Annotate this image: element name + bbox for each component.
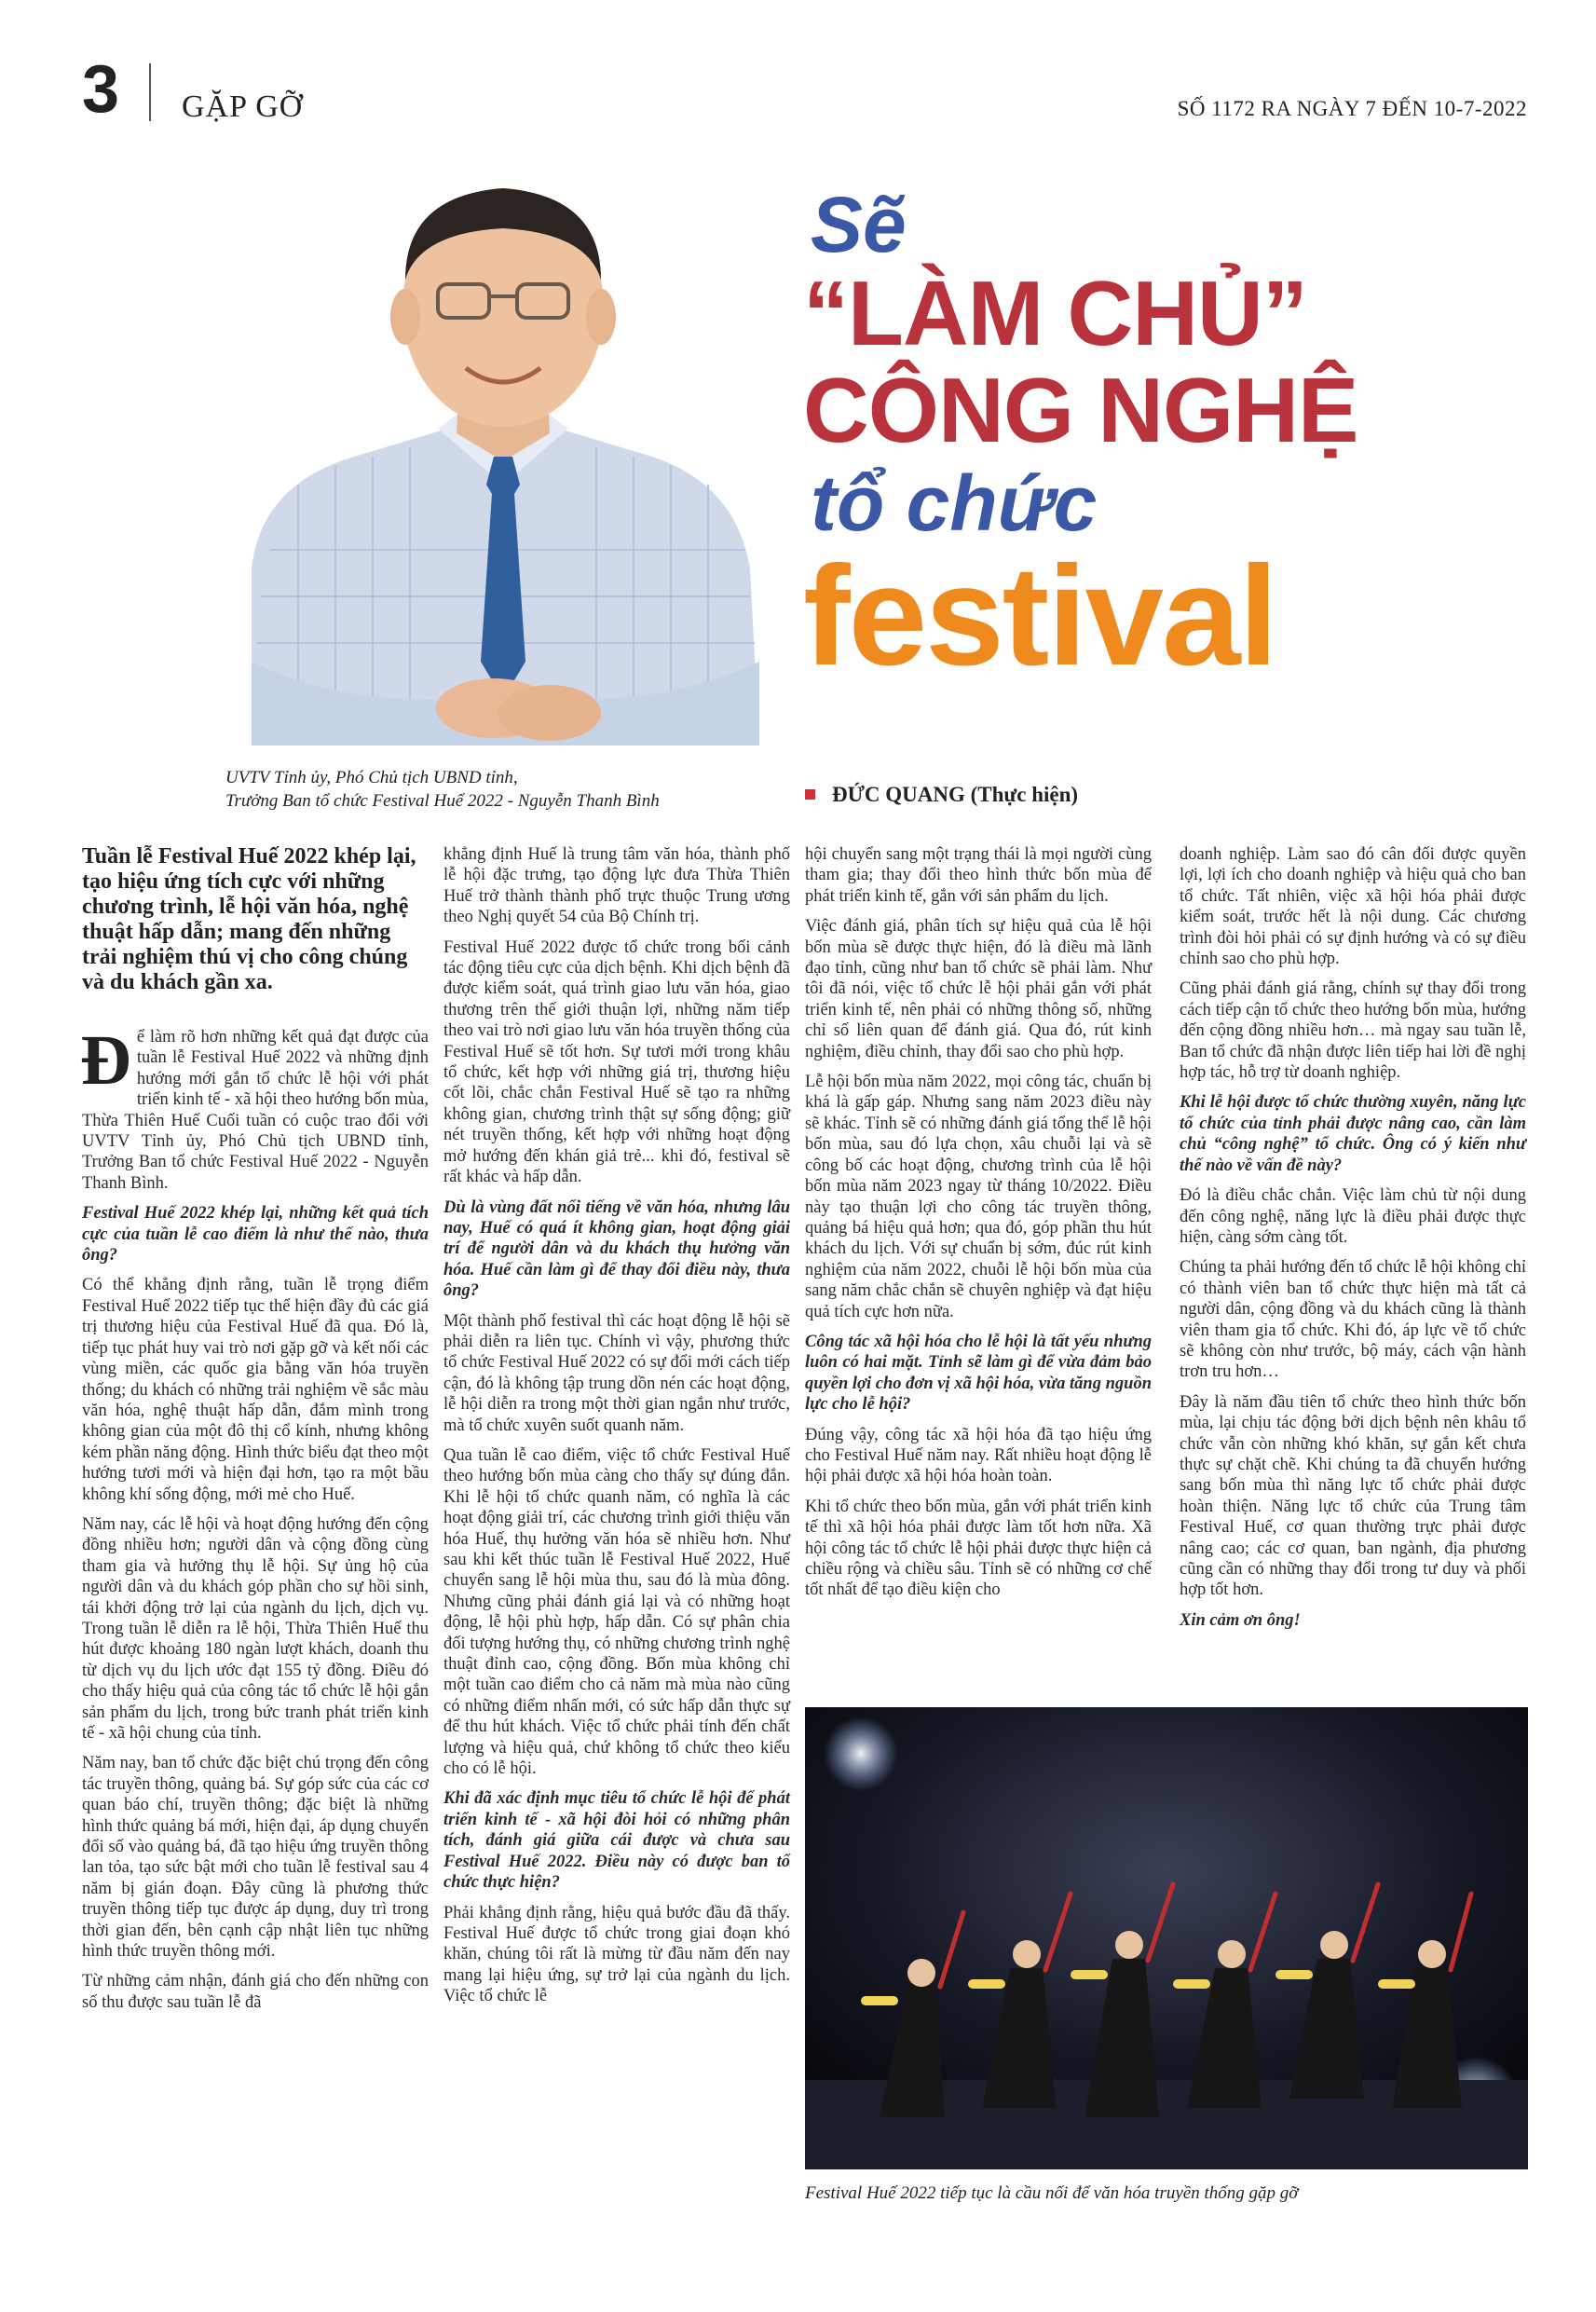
paragraph: Chúng ta phải hướng đến tổ chức lễ hội không chỉ có thành viên ban tổ chức thực hiện mà tất cả người dân, cộng đồng và du khách cũng là thành viên tham gia tổ chức. Khi đó, áp lực về tổ chức sẽ không còn như trước, bộ máy, cách vận hành trơn tru hơn… xyxy=(1180,1258,1526,1382)
dropcap: Đ xyxy=(80,1021,131,1100)
paragraph: Đúng vậy, công tác xã hội hóa đã tạo hiệu ứng cho Festival Huế năm nay. Rất nhiều hoạt động lễ hội phải được xã hội hóa hoàn toàn. xyxy=(805,1425,1152,1486)
paragraph: Từ những cảm nhận, đánh giá cho đến những con số thu được sau tuần lễ đã xyxy=(82,1972,429,2012)
question-2: Dù là vùng đất nổi tiếng về văn hóa, nhưng lâu nay, Huế có quá ít không gian, hoạt động giải trí để người dân và du khách thụ hưởng văn hóa. Huế cần làm gì để thay đổi điều này, thưa ông? xyxy=(443,1197,790,1301)
article-lead: Tuần lễ Festival Huế 2022 khép lại, tạo hiệu ứng tích cực với những chương trình, lễ hội văn hóa, nghệ thuật hấp dẫn; mang đến những trải nghiệm thú vị cho công chúng và du khách gần xa. xyxy=(82,844,416,994)
paragraph: Đó là điều chắc chắn. Việc làm chủ từ nội dung đến công nghệ, năng lực là điều phải được thực hiện, càng sớm càng tốt. xyxy=(1180,1186,1526,1247)
article-column-4 xyxy=(1180,844,1526,1640)
headline-line1: Sẽ xyxy=(811,181,907,268)
question-3: Khi đã xác định mục tiêu tổ chức lễ hội để phát triển kinh tế - xã hội đòi hỏi có những phân tích, đánh giá giữa cái được và chưa sau Festival Huế 2022. Điều này có được ban tổ chức thực hiện? xyxy=(443,1789,790,1893)
paragraph: Cũng phải đánh giá rằng, chính sự thay đổi trong cách tiếp cận tổ chức theo hướng bốn mùa, hướng đến cộng đồng nhiều hơn… mà ngay sau tuần lễ, Ban tổ chức đã nhận được liên tiếp hai lời đề nghị hợp tác, hỗ trợ từ doanh nghiệp. xyxy=(1180,979,1526,1083)
paragraph: Năm nay, các lễ hội và hoạt động hướng đến cộng đồng nhiều hơn; người dân và cộng đồng cùng tham gia và hưởng thụ lễ hội. Sự ủng hộ của người dân và du khách góp phần cho sự hồi sinh, tái khởi động trở lại của ngành du lịch, dịch vụ. Trong tuần lễ diễn ra lễ hội, Thừa Thiên Huế thu hút được khoảng 180 ngàn lượt khách, doanh thu từ dịch vụ du lịch ước đạt 155 tỷ đồng. Điều đó cho thấy hiệu quả của công tác tổ chức lễ hội gắn sản phẩm du lịch, trong bức tranh phát triển kinh tế - xã hội chung của tỉnh. xyxy=(82,1514,429,1743)
issue-info: SỐ 1172 RA NGÀY 7 ĐẾN 10-7-2022 xyxy=(1177,97,1527,120)
portrait-caption-line2: Trưởng Ban tổ chức Festival Huế 2022 - Nguyễn Thanh Bình xyxy=(225,791,660,811)
paragraph: Festival Huế 2022 được tổ chức trong bối cảnh tác động tiêu cực của dịch bệnh. Khi dịch bệnh đã được kiểm soát, quá trình giao lưu văn hóa, giao thương trên thế giới thuận lợi, những năm tiếp theo vai trò nơi giao lưu văn hóa truyền thống của Festival Huế sẽ tốt hơn. Sự tươi mới trong khâu tổ chức, kết hợp với những giá trị, thương hiệu cốt lõi, chắc chắn Festival Huế sẽ tạo ra những không gian, chương trình thật sự sống động; giữ nét truyền thống, kết hợp với những hoạt động mở hướng đến khán giả trẻ... khi đó, festival sẽ rất khác và hấp dẫn. xyxy=(443,937,790,1187)
paragraph: doanh nghiệp. Làm sao đó cân đối được quyền lợi, lợi ích cho doanh nghiệp và hiệu quả cho ban tổ chức. Tất nhiên, việc xã hội hóa phải được kiểm soát, trước hết là nội dung. Các chương trình đòi hỏi phải có sự định hướng và có sự điều chỉnh sao cho phù hợp. xyxy=(1180,845,1526,969)
portrait-caption xyxy=(225,766,747,813)
article-column-1 xyxy=(82,844,429,2022)
portrait-caption-line1: UVTV Tỉnh ủy, Phó Chủ tịch UBND tỉnh, xyxy=(225,768,518,787)
intro-text: ể làm rõ hơn những kết quả đạt được của tuần lễ Festival Huế 2022 và những định hướng mới gắn tổ chức lễ hội với phát triển kinh tế - xã hội theo hướng bốn mùa, Thừa Thiên Huế Cuối tuần có cuộc trao đổi với UVTV Tỉnh ủy, Phó Chủ tịch UBND tỉnh, Trưởng Ban tổ chức Festival Huế 2022 - Nguyễn Thanh Bình. xyxy=(82,1028,429,1193)
section-title: GẶP GỠ xyxy=(182,89,304,124)
paragraph: Khi tổ chức theo bốn mùa, gắn với phát triển kinh tế thì xã hội hóa phải được làm tốt hơn nữa. Xã hội công tác tổ chức lễ hội phải được thực hiện cả chiều rộng và chiều sâu. Tỉnh sẽ có những cơ chế tốt nhất để tạo điều kiện cho xyxy=(805,1497,1152,1600)
article-column-3 xyxy=(805,844,1152,1610)
paragraph: Một thành phố festival thì các hoạt động lễ hội sẽ phải diễn ra liên tục. Chính vì vậy, phương thức tổ chức Festival Huế 2022 có sự đổi mới cách tiếp cận, đó là không tập trung dồn nén các hoạt động, lễ hội diễn ra trong một thời gian ngắn như trước, mà tổ chức xuyên suốt quanh năm. xyxy=(443,1311,791,1435)
paragraph: Việc đánh giá, phân tích sự hiệu quả của lễ hội bốn mùa sẽ được thực hiện, đó là điều mà lãnh đạo tỉnh, cũng như ban tổ chức sẽ phải làm. Như tôi đã nói, việc tổ chức lễ hội phải gắn với phát triển kinh tế, nên phải có những thông số, những chỉ số liên quan để đánh giá. Qua đó, rút kinh nghiệm, điều chỉnh, thay đổi sao cho phù hợp. xyxy=(805,917,1152,1061)
byline xyxy=(805,783,1078,807)
headline-line5: festival xyxy=(803,537,1276,695)
paragraph: khẳng định Huế là trung tâm văn hóa, thành phố lễ hội đặc trưng, tạo động lực đưa Thừa Thiên Huế trở thành thành phố trực thuộc Trung ương theo Nghị quyết 54 của Bộ Chính trị. xyxy=(443,845,790,927)
paragraph: Năm nay, ban tổ chức đặc biệt chú trọng đến công tác truyền thông, quảng bá. Sự góp sức của các cơ quan báo chí, truyền thông; đặc biệt là những hình thức quảng bá mới, hiện đại, áp dụng chuyển đổi số vào quảng bá, đã tạo hiệu ứng truyền thông lan tỏa, tạo sức bật mới cho tuần lễ festival sau 4 năm bị gián đoạn. Đây cũng là phương thức truyền thông tiếp tục được áp dụng, duy trì trong thời gian đến, bên cạnh cập nhật liên tục những hình thức truyền thông mới. xyxy=(82,1754,429,1962)
paragraph: Có thể khẳng định rằng, tuần lễ trọng điểm Festival Huế 2022 tiếp tục thể hiện đầy đủ các giá trị thương hiệu của Festival Huế đã qua. Đó là, tiếp tục phát huy vai trò nơi gặp gỡ và kết nối các vùng miền, các quốc gia bằng văn hóa truyền thống; du khách có những trải nghiệm về sắc màu văn hóa, nghệ thuật hấp dẫn, đắm mình trong không gian của một đô thị cổ kính, nhưng không kém phần năng động. Hình thức biểu đạt theo một hướng tươi mới và hiện đại hơn, tạo ra một bầu không khí sống động, mới mẻ cho Huế. xyxy=(82,1276,429,1504)
article-intro xyxy=(80,1021,429,1194)
paragraph: hội chuyển sang một trạng thái là mọi người cùng tham gia; thay đổi theo hình thức bốn mùa để phát triển kinh tế, gắn với sản phẩm du lịch. xyxy=(805,845,1152,906)
headline-line3: CÔNG NGHỆ xyxy=(803,359,1358,461)
byline-text: ĐỨC QUANG (Thực hiện) xyxy=(832,783,1079,806)
paragraph: Đây là năm đầu tiên tổ chức theo hình thức bốn mùa, lại chịu tác động bởi dịch bệnh nên khâu tổ chức vẫn còn những khó khăn, sự gắn kết chưa thực sự chặt chẽ. Khi chúng ta đã chuyển hướng sang bốn mùa thì năng lực tổ chức phải được hoàn thiện. Năng lực tổ chức của Trung tâm Festival Huế, cơ quan thường trực phải được nâng cao; các cơ quan, ban ngành, địa phương cũng cần có những thay đổi trong tư duy và phối hợp tốt hơn. xyxy=(1180,1392,1526,1600)
header-divider xyxy=(149,63,151,121)
portrait-photo xyxy=(214,177,792,746)
paragraph: Phải khẳng định rằng, hiệu quả bước đầu đã thấy. Festival Huế được tổ chức trong giai đoạn khó khăn, chúng tôi rất là mừng từ đầu năm đến nay mang lại hiệu ứng, sự trở lại của ngành du lịch. Việc tổ chức lễ xyxy=(443,1903,790,2006)
headline-line2: “LÀM CHỦ” xyxy=(803,262,1307,364)
paragraph: Lễ hội bốn mùa năm 2022, mọi công tác, chuẩn bị khá là gấp gáp. Nhưng sang năm 2023 điều này sẽ khác. Tỉnh sẽ có những đánh giá tổng thể lễ hội bốn mùa, sau đó lựa chọn, xâu chuỗi lại và sẽ công bố các hoạt động, chương trình của lễ hội bốn mùa năm 2023 ngay từ tháng 10/2022. Điều này tạo thuận lợi cho công tác truyền thông, quảng bá hiệu quả hơn; qua đó, góp phần thu hút khách du lịch. Với sự chuẩn bị sớm, đúc rút kinh nghiệm của năm 2022, chuỗi lễ hội bốn mùa của sang năm chắc chắn sẽ chuyên nghiệp và đạt hiệu quả tích cực hơn nữa. xyxy=(805,1073,1152,1321)
article-column-2 xyxy=(443,844,790,2017)
question-5: Khi lễ hội được tổ chức thường xuyên, năng lực tổ chức của tỉnh phải được nâng cao, cần làm chủ “công nghệ” tổ chức. Ông có ý kiến như thế nào về vấn đề này? xyxy=(1180,1093,1526,1175)
festival-photo xyxy=(805,1707,1528,2169)
headline xyxy=(803,181,1455,695)
byline-marker-icon xyxy=(805,789,815,800)
paragraph: Qua tuần lễ cao điểm, việc tổ chức Festival Huế theo hướng bốn mùa càng cho thấy sự đúng đắn. Khi lễ hội tổ chức quanh năm, có nghĩa là các hoạt động giải trí, các chương trình giới thiệu văn hóa Huế, thụ hưởng văn hóa sẽ nhiều hơn. Như sau khi kết thúc tuần lễ Festival Huế 2022, Huế chuyển sang lễ hội mùa thu, sau đó là mùa đông. Nhưng cũng phải đánh giá lại và có những hoạt động, lễ hội phù hợp, hấp dẫn. Có sự phân chia đối tượng hướng thụ, có những chương trình nghệ thuật đỉnh cao, cộng đồng. Bốn mùa không chỉ một tuần cao điểm cho cả năm mà mùa nào cũng có những điểm nhấn mới, có sức hấp dẫn thực sự để thu hút khách. Việc tổ chức phải tính đến chất lượng và hiệu quả, chứ không tổ chức theo kiểu cho có lễ hội. xyxy=(443,1445,790,1779)
question-4: Công tác xã hội hóa cho lễ hội là tất yếu nhưng luôn có hai mặt. Tỉnh sẽ làm gì để vừa đảm bảo quyền lợi cho đơn vị xã hội hóa, vừa tăng nguồn lực cho lễ hội? xyxy=(805,1332,1152,1415)
page-number: 3 xyxy=(82,52,120,127)
photo-caption: Festival Huế 2022 tiếp tục là cầu nối để văn hóa truyền thống gặp gỡ xyxy=(805,2183,1299,2203)
question-1: Festival Huế 2022 khép lại, những kết quả tích cực của tuần lễ cao điểm là như thế nào, thưa ông? xyxy=(82,1204,429,1265)
headline-line4: tổ chức xyxy=(811,459,1098,547)
closing-thanks: Xin cảm ơn ông! xyxy=(1180,1610,1301,1630)
